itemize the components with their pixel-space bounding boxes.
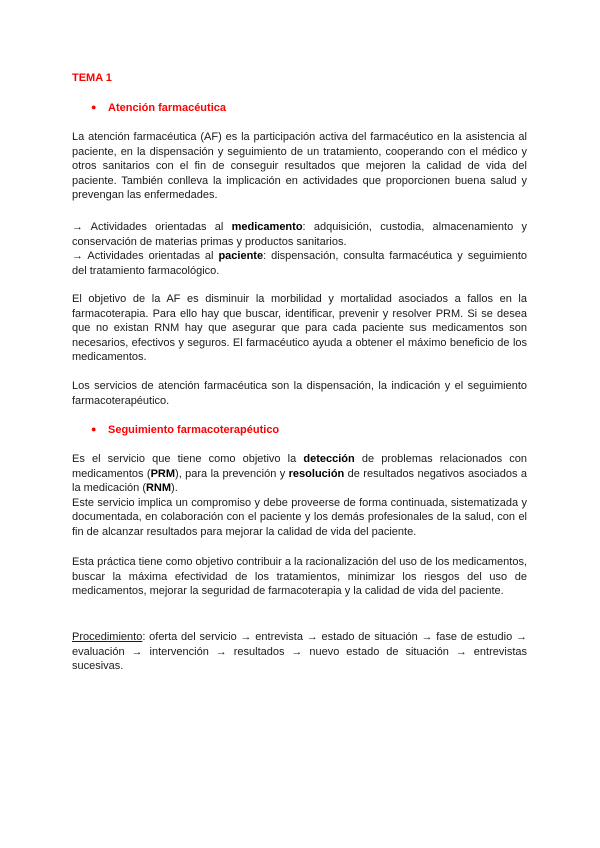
text: ), para la prevención y <box>175 467 289 480</box>
list-item-text: → Actividades orientadas al <box>72 221 232 233</box>
paragraph-af-objective: El objetivo de la AF es disminuir la morbilidad y mortalidad asociados a fallos en la farmacoterapia. Para ello hay que buscar, identificar, prevenir y resolver PRM. Si se desea que no existan RNM hay que asegurar que para cada paciente sus medicamentos son necesarios, efectivos y seguros. El farmacéutico ayuda a obtener el máximo beneficio de los medicamentos. <box>72 293 527 364</box>
paragraph-sft-commitment: Este servicio implica un compromiso y debe proveerse de forma continuada, sistematizada y documentada, en colaboración con el paciente y los demás profesionales de la salud, con el fin de alcanzar resultados para mejorar la calidad de vida del paciente. <box>72 496 527 538</box>
list-item-text: → Actividades orientadas al <box>72 250 219 263</box>
paragraph-procedure <box>72 630 527 674</box>
bold-text: RNM <box>145 482 172 495</box>
paragraph-af-definition: La atención farmacéutica (AF) es la participación activa del farmacéutico en la asistencia al paciente, en la dispensación y seguimiento de un tratamiento, cooperando con el médico y otros sanitarios con el fin de conseguir resultados que mejoren la calidad de vida del paciente. También conlleva la implicación en actividades que proporcionen buena salud y prevengan las enfermedades. <box>72 131 527 202</box>
procedure-steps: : oferta del servicio → entrevista → estado de situación → fase de estudio → evaluación → intervención → resultados → nuevo estado de situación → entrevistas sucesivas. <box>72 631 527 673</box>
list-item-text: : dispensación, consulta farmacéutica y seguimiento del tratamiento farmacológico. <box>72 250 528 277</box>
bold-text: detección <box>303 453 355 465</box>
paragraph-af-services: Los servicios de atención farmacéutica son la dispensación, la indicación y el seguimiento farmacoterapéutico. <box>72 380 527 407</box>
activities-list <box>72 220 527 278</box>
list-item <box>72 249 527 278</box>
bullet-icon: ● <box>91 424 97 434</box>
document-title: TEMA 1 <box>72 72 112 84</box>
list-item <box>72 220 527 249</box>
list-item-bold: paciente <box>218 250 264 263</box>
text: ). <box>171 482 178 495</box>
text: Es el servicio que tiene como objetivo la <box>72 453 304 465</box>
list-item-text: : adquisición, custodia, almacenamiento y conservación de materias primas y productos sanitarios. <box>72 221 527 248</box>
section-heading-seguimiento: Seguimiento farmacoterapéutico <box>108 424 280 436</box>
paragraph-sft-definition <box>72 452 527 540</box>
section-heading-atencion: Atención farmacéutica <box>108 102 226 114</box>
bullet-icon: ● <box>91 102 97 112</box>
paragraph-sft-objective: Esta práctica tiene como objetivo contribuir a la racionalización del uso de los medicamentos, buscar la máxima efectividad de los tratamientos, minimizar los riesgos del uso de medicamentos, mejorar la seguridad de farmacoterapia y la calidad de vida del paciente. <box>72 556 527 598</box>
bold-text: resolución <box>288 467 345 480</box>
text: de resultados negativos asociados a la medicación ( <box>72 467 527 495</box>
list-item-bold: medicamento <box>231 221 303 233</box>
procedure-label: Procedimiento <box>72 631 143 643</box>
text: de problemas relacionados con medicamentos ( <box>72 453 527 480</box>
bold-text: PRM <box>150 467 176 480</box>
